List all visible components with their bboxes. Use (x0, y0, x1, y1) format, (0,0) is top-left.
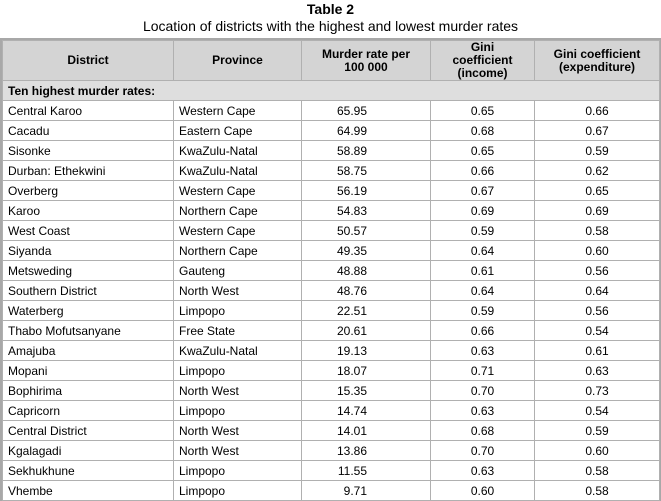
table-row (3, 201, 660, 221)
gini-expenditure-cell: 0.58 (535, 221, 660, 241)
gini-expenditure-cell: 0.61 (535, 341, 660, 361)
gini-expenditure-cell: 0.58 (535, 461, 660, 481)
province-cell: KwaZulu-Natal (174, 341, 302, 361)
province-cell: Limpopo (174, 401, 302, 421)
table-row (3, 461, 660, 481)
murder-rate-cell: 64.99 (302, 121, 431, 141)
table-row (3, 481, 660, 501)
gini-expenditure-cell: 0.60 (535, 441, 660, 461)
district-cell: Kgalagadi (3, 441, 174, 461)
table-row (3, 281, 660, 301)
district-cell: Mopani (3, 361, 174, 381)
murder-rate-header-text: Murder rate per 100 000 (321, 46, 411, 74)
gini-income-cell: 0.69 (431, 201, 535, 221)
murder-rate-cell: 50.57 (302, 221, 431, 241)
province-cell: Northern Cape (174, 241, 302, 261)
gini-income-cell: 0.63 (431, 401, 535, 421)
table-row (3, 441, 660, 461)
gini-expenditure-header-text: Gini coefficient (expenditure) (553, 46, 641, 74)
gini-expenditure-cell: 0.56 (535, 261, 660, 281)
district-cell: Thabo Mofutsanyane (3, 321, 174, 341)
gini-expenditure-cell: 0.59 (535, 421, 660, 441)
district-cell: Capricorn (3, 401, 174, 421)
column-header-district: District (3, 41, 174, 81)
province-cell: Limpopo (174, 361, 302, 381)
district-cell: Overberg (3, 181, 174, 201)
province-cell: Northern Cape (174, 201, 302, 221)
gini-expenditure-cell: 0.66 (535, 101, 660, 121)
gini-expenditure-cell: 0.58 (535, 481, 660, 501)
province-cell: North West (174, 441, 302, 461)
gini-income-cell: 0.68 (431, 121, 535, 141)
murder-rate-cell: 22.51 (302, 301, 431, 321)
murder-rate-cell: 58.75 (302, 161, 431, 181)
province-cell: Limpopo (174, 301, 302, 321)
district-cell: Southern District (3, 281, 174, 301)
gini-income-cell: 0.59 (431, 301, 535, 321)
district-cell: Waterberg (3, 301, 174, 321)
gini-expenditure-cell: 0.54 (535, 321, 660, 341)
province-cell: KwaZulu-Natal (174, 141, 302, 161)
header-row (3, 41, 660, 81)
gini-income-cell: 0.64 (431, 281, 535, 301)
murder-rate-cell: 13.86 (302, 441, 431, 461)
murder-rate-cell: 19.13 (302, 341, 431, 361)
gini-income-cell: 0.66 (431, 321, 535, 341)
table-row (3, 261, 660, 281)
table-row (3, 361, 660, 381)
murder-rate-cell: 58.89 (302, 141, 431, 161)
gini-income-cell: 0.68 (431, 421, 535, 441)
table-row (3, 341, 660, 361)
gini-expenditure-cell: 0.59 (535, 141, 660, 161)
column-header-gini-expenditure (535, 41, 660, 81)
table-row (3, 321, 660, 341)
province-cell: Western Cape (174, 221, 302, 241)
district-cell: West Coast (3, 221, 174, 241)
province-cell: Western Cape (174, 101, 302, 121)
murder-rate-cell: 14.01 (302, 421, 431, 441)
district-cell: Bophirima (3, 381, 174, 401)
district-cell: Central District (3, 421, 174, 441)
murder-rate-cell: 9.71 (302, 481, 431, 501)
table-row (3, 241, 660, 261)
gini-income-cell: 0.63 (431, 461, 535, 481)
gini-income-header-text: Gini coefficient (income) (452, 40, 513, 80)
province-cell: Limpopo (174, 461, 302, 481)
province-cell: North West (174, 381, 302, 401)
table-row (3, 161, 660, 181)
gini-income-cell: 0.64 (431, 241, 535, 261)
gini-expenditure-cell: 0.56 (535, 301, 660, 321)
murder-rate-cell: 14.74 (302, 401, 431, 421)
district-cell: Sekhukhune (3, 461, 174, 481)
table-row (3, 101, 660, 121)
gini-expenditure-cell: 0.63 (535, 361, 660, 381)
gini-expenditure-cell: 0.65 (535, 181, 660, 201)
murder-rate-cell: 48.76 (302, 281, 431, 301)
section-row (3, 81, 660, 101)
murder-rate-cell: 54.83 (302, 201, 431, 221)
district-cell: Metsweding (3, 261, 174, 281)
gini-expenditure-cell: 0.62 (535, 161, 660, 181)
murder-rate-cell: 65.95 (302, 101, 431, 121)
murder-rates-table (2, 40, 660, 501)
district-cell: Durban: Ethekwini (3, 161, 174, 181)
gini-income-cell: 0.63 (431, 341, 535, 361)
gini-income-cell: 0.70 (431, 381, 535, 401)
gini-income-cell: 0.60 (431, 481, 535, 501)
district-cell: Sisonke (3, 141, 174, 161)
gini-income-cell: 0.66 (431, 161, 535, 181)
gini-income-cell: 0.71 (431, 361, 535, 381)
gini-income-cell: 0.67 (431, 181, 535, 201)
table-row (3, 381, 660, 401)
district-cell: Karoo (3, 201, 174, 221)
column-header-gini-income (431, 41, 535, 81)
gini-expenditure-cell: 0.54 (535, 401, 660, 421)
district-cell: Amajuba (3, 341, 174, 361)
table-row (3, 221, 660, 241)
murder-rate-cell: 18.07 (302, 361, 431, 381)
section-label: Ten highest murder rates: (3, 81, 660, 101)
column-header-province: Province (174, 41, 302, 81)
gini-expenditure-cell: 0.69 (535, 201, 660, 221)
table-title: Table 2 (306, 1, 355, 17)
gini-income-cell: 0.59 (431, 221, 535, 241)
column-header-murder-rate (302, 41, 431, 81)
gini-expenditure-cell: 0.67 (535, 121, 660, 141)
murder-rate-cell: 49.35 (302, 241, 431, 261)
table-row (3, 301, 660, 321)
province-cell: North West (174, 421, 302, 441)
table-row (3, 121, 660, 141)
murder-rate-cell: 20.61 (302, 321, 431, 341)
province-cell: Gauteng (174, 261, 302, 281)
table-row (3, 181, 660, 201)
table-row (3, 401, 660, 421)
province-cell: KwaZulu-Natal (174, 161, 302, 181)
table-subtitle: Location of districts with the highest and lowest murder rates (142, 18, 519, 34)
district-cell: Siyanda (3, 241, 174, 261)
province-cell: Western Cape (174, 181, 302, 201)
gini-income-cell: 0.65 (431, 141, 535, 161)
gini-expenditure-cell: 0.73 (535, 381, 660, 401)
table-row (3, 141, 660, 161)
table-row (3, 421, 660, 441)
province-cell: Free State (174, 321, 302, 341)
murder-rate-cell: 48.88 (302, 261, 431, 281)
murder-rate-cell: 15.35 (302, 381, 431, 401)
gini-expenditure-cell: 0.64 (535, 281, 660, 301)
province-cell: Limpopo (174, 481, 302, 501)
gini-income-cell: 0.65 (431, 101, 535, 121)
district-cell: Vhembe (3, 481, 174, 501)
gini-income-cell: 0.61 (431, 261, 535, 281)
gini-income-cell: 0.70 (431, 441, 535, 461)
district-cell: Central Karoo (3, 101, 174, 121)
province-cell: Eastern Cape (174, 121, 302, 141)
gini-expenditure-cell: 0.60 (535, 241, 660, 261)
province-cell: North West (174, 281, 302, 301)
district-cell: Cacadu (3, 121, 174, 141)
murder-rate-cell: 11.55 (302, 461, 431, 481)
murder-rate-cell: 56.19 (302, 181, 431, 201)
